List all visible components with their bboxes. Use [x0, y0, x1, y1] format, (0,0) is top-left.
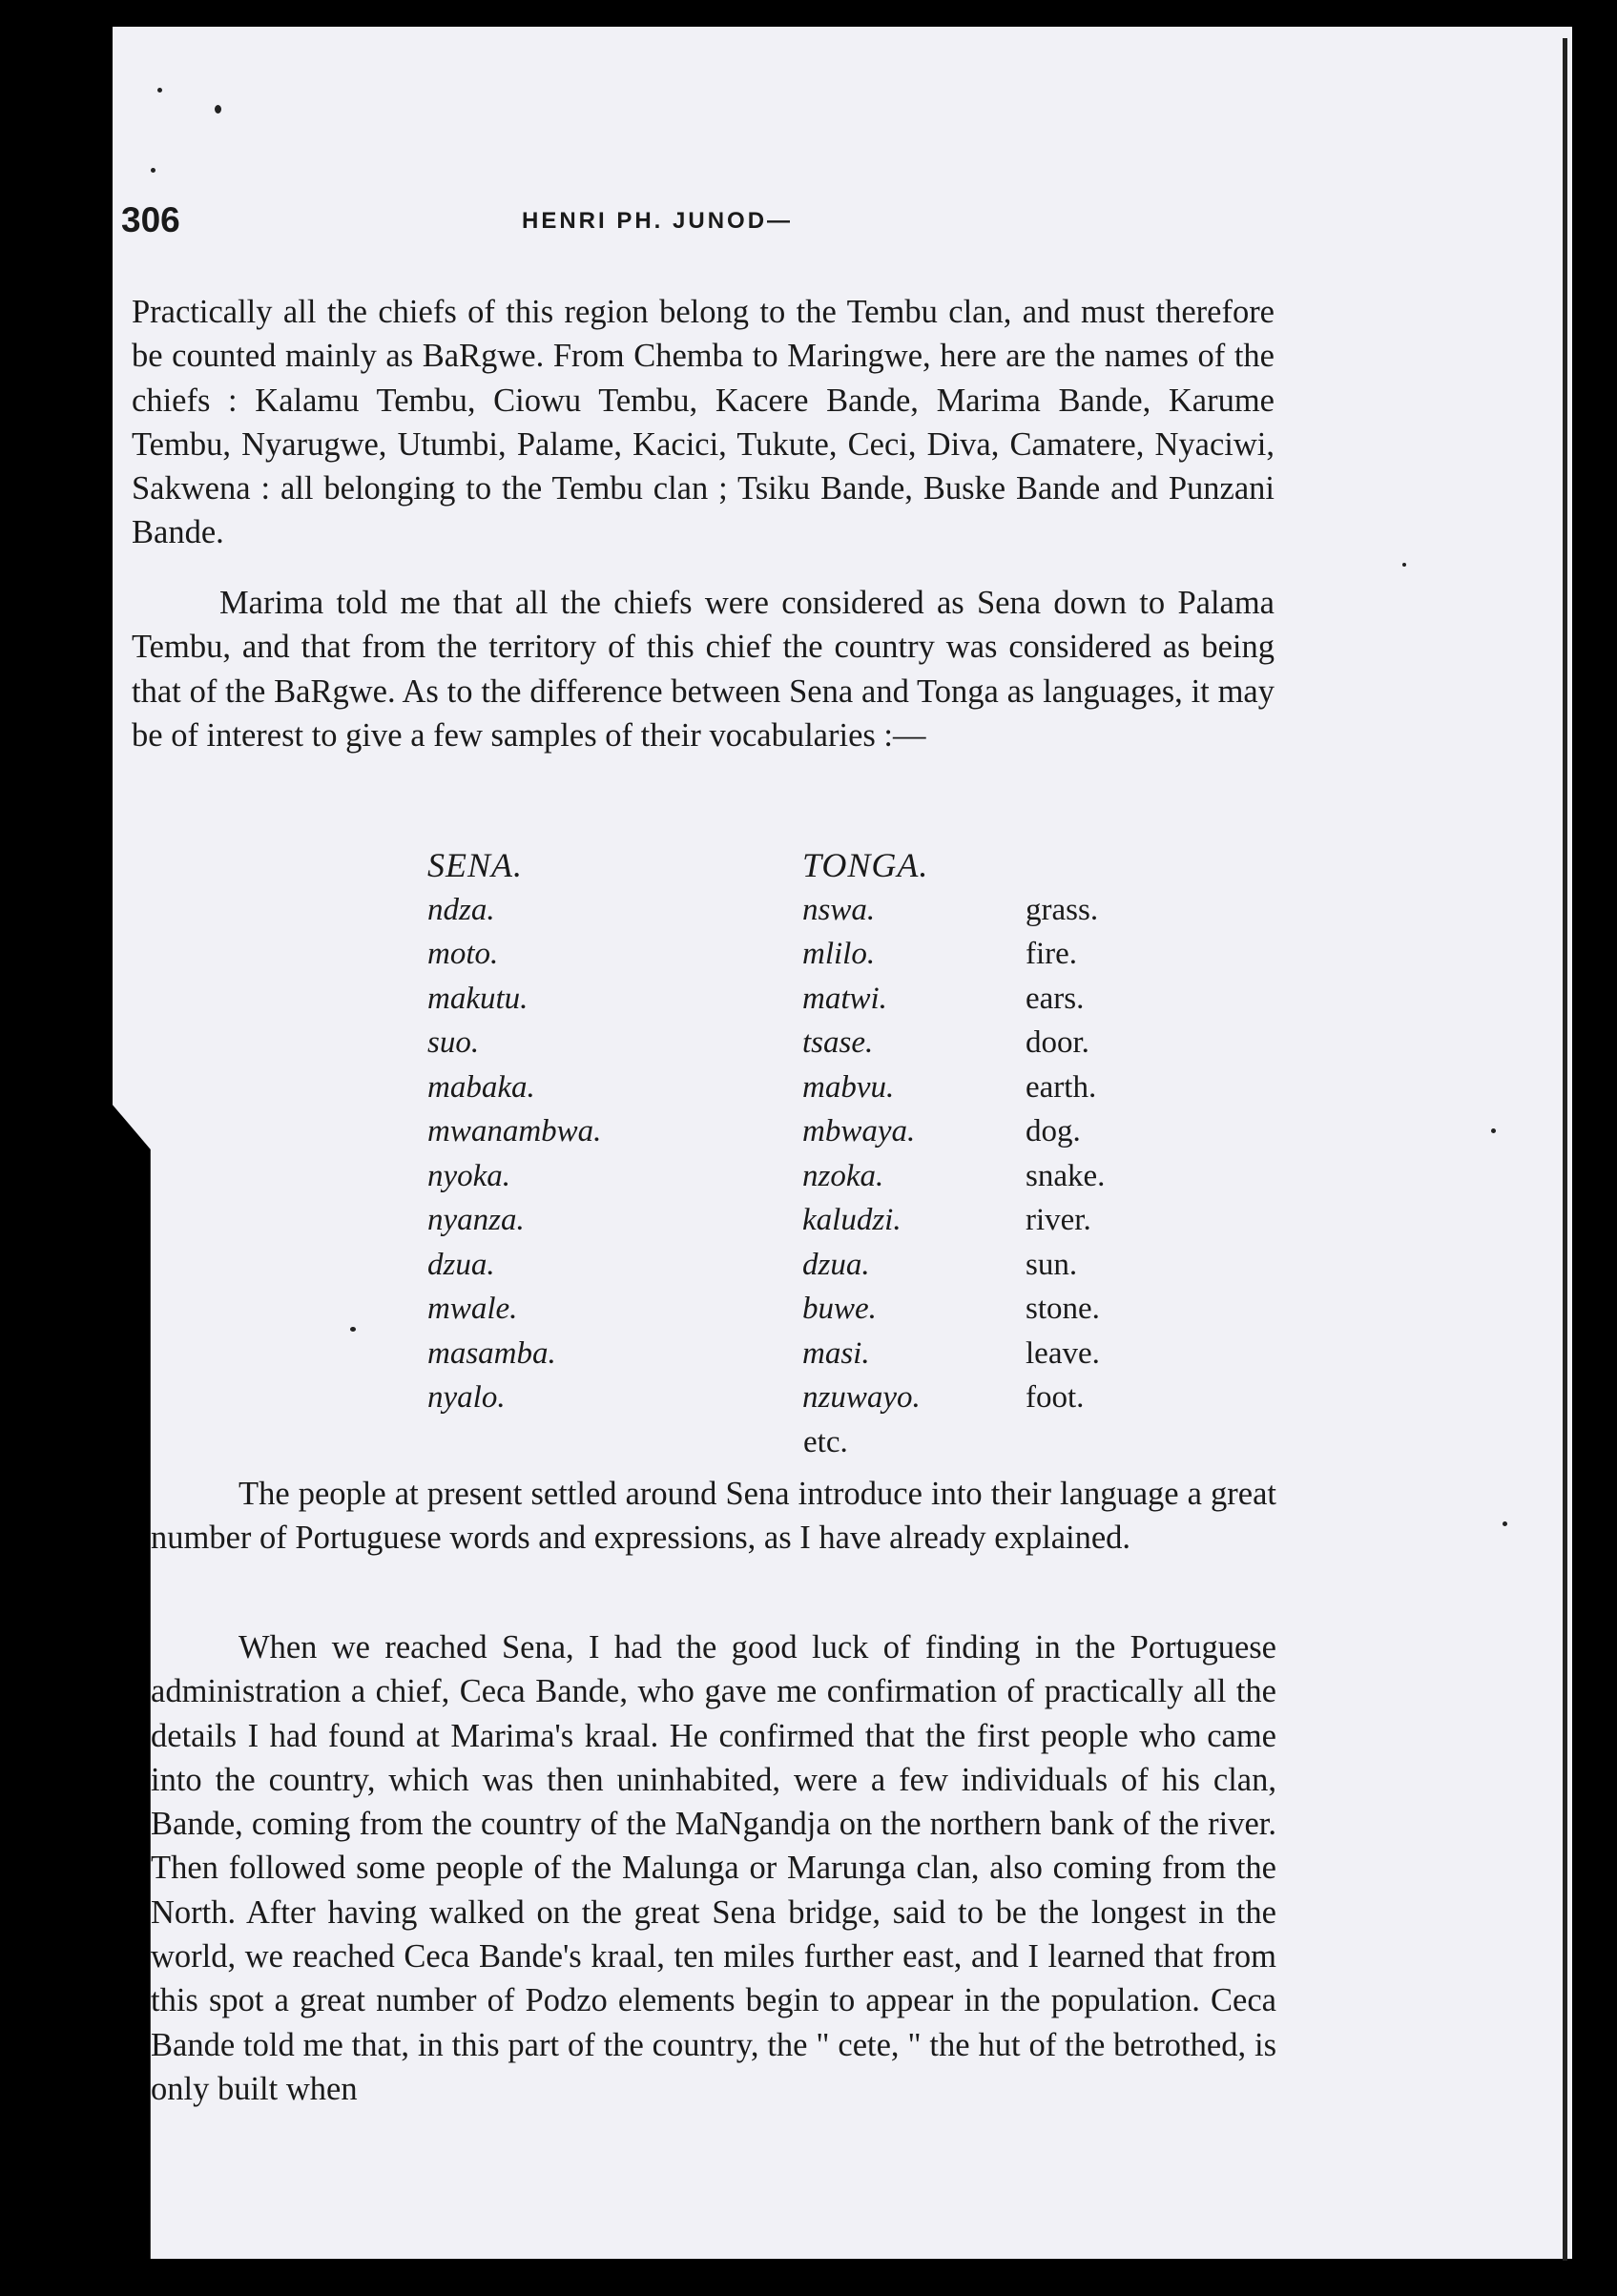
vocabulary-row [427, 1109, 1191, 1154]
paragraph-3: The people at present settled around Sena introduce into their language a great number of Portuguese words and expressions, as I have already explained. [151, 1476, 1276, 1557]
vocabulary-row [427, 1021, 1191, 1065]
tonga-word: nzoka. [802, 1158, 884, 1193]
vocabulary-row [427, 1376, 1191, 1420]
tonga-word: nzuwayo. [802, 1380, 921, 1415]
english-gloss: foot. [1026, 1380, 1085, 1415]
sena-word: mabaka. [427, 1069, 535, 1105]
vocabulary-row [427, 1287, 1191, 1332]
vocabulary-etc: etc. [803, 1425, 848, 1459]
tonga-word: buwe. [802, 1292, 877, 1326]
column-header-sena: SENA. [427, 846, 523, 884]
vocabulary-row [427, 977, 1191, 1022]
sena-word: nyalo. [427, 1380, 506, 1415]
tonga-word: nswa. [802, 892, 876, 927]
tonga-word: kaludzi. [802, 1203, 902, 1237]
english-gloss: fire. [1026, 937, 1078, 971]
sena-word: suo. [427, 1025, 480, 1060]
tonga-word: matwi. [802, 981, 887, 1016]
english-gloss: sun. [1026, 1247, 1078, 1282]
english-gloss: stone. [1026, 1292, 1100, 1326]
tonga-word: mbwaya. [802, 1114, 916, 1148]
tonga-word: mabvu. [802, 1069, 895, 1105]
sena-word: nyanza. [427, 1203, 525, 1237]
english-gloss: earth. [1026, 1069, 1097, 1105]
tonga-word: masi. [802, 1335, 870, 1371]
paragraph-4: When we reached Sena, I had the good luck of finding in the Portuguese administration a chief, Ceca Bande, who gave me confirmation of practically all the details I had found at Marima's kraal. He confirmed that the first people who came into the country, which was then uninhabited, were a few individuals of his clan, Bande, coming from the country of the MaNgandja on the northern bank of the river. Then followed some people of the Malunga or Marunga clan, also coming from the North. After having walked on the great Sena bridge, said to be the longest in the world, we reached Ceca Bande's kraal, ten miles further east, and I learned that from this spot a great number of Podzo elements begin to appear in the population. Ceca Bande told me that, in this part of the country, the " cete, " the hut of the betrothed, is only built when [151, 1629, 1276, 2107]
tonga-word: dzua. [802, 1247, 870, 1282]
english-gloss: river. [1026, 1203, 1091, 1237]
vocabulary-row [427, 1243, 1191, 1288]
english-gloss: ears. [1026, 981, 1085, 1016]
page-header [121, 200, 1390, 258]
paragraph-2: Marima told me that all the chiefs were considered as Sena down to Palama Tembu, and that from the territory of this chief the country was considered as being that of the BaRgwe. As to the difference between Sena and Tonga as languages, it may be of interest to give a few samples of their vocabularies :— [132, 585, 1275, 754]
vocabulary-row [427, 932, 1191, 977]
english-gloss: grass. [1026, 892, 1099, 927]
english-gloss: snake. [1026, 1158, 1106, 1193]
english-gloss: door. [1026, 1025, 1089, 1060]
sena-word: makutu. [427, 981, 529, 1016]
tonga-word: tsase. [802, 1025, 874, 1060]
english-gloss: dog. [1026, 1114, 1081, 1148]
vocabulary-table [427, 843, 1191, 1420]
sena-word: mwale. [427, 1292, 518, 1326]
page-edge-line [1563, 38, 1567, 2261]
paragraph-1: Practically all the chiefs of this region belong to the Tembu clan, and must therefore be counted mainly as BaRgwe. From Chemba to Maringwe, here are the names of the chiefs : Kalamu Tembu, Ciowu Tembu, Kacere Bande, Marima Bande, Karume Tembu, Nyarugwe, Utumbi, Palame, Kacici, Tukute, Ceci, Diva, Camatere, Nyaciwi, Sakwena : all belonging to the Tembu clan ; Tsiku Bande, Buske Bande and Punzani Bande. [132, 294, 1275, 551]
sena-word: nyoka. [427, 1158, 511, 1193]
vocabulary-row [427, 1198, 1191, 1243]
sena-word: mwanambwa. [427, 1114, 602, 1148]
vocabulary-row [427, 1065, 1191, 1110]
sena-word: dzua. [427, 1247, 495, 1282]
vocabulary-row [427, 888, 1191, 933]
page-number: 306 [121, 200, 180, 239]
tonga-word: mlilo. [802, 937, 876, 971]
column-header-tonga: TONGA. [802, 846, 929, 884]
sena-word: ndza. [427, 892, 495, 927]
english-gloss: leave. [1026, 1335, 1100, 1371]
sena-word: masamba. [427, 1335, 556, 1371]
sena-word: moto. [427, 937, 499, 971]
vocabulary-row [427, 1332, 1191, 1376]
vocabulary-header-row [427, 843, 1191, 888]
vocabulary-row [427, 1154, 1191, 1199]
running-head: HENRI PH. JUNOD— [522, 208, 794, 234]
